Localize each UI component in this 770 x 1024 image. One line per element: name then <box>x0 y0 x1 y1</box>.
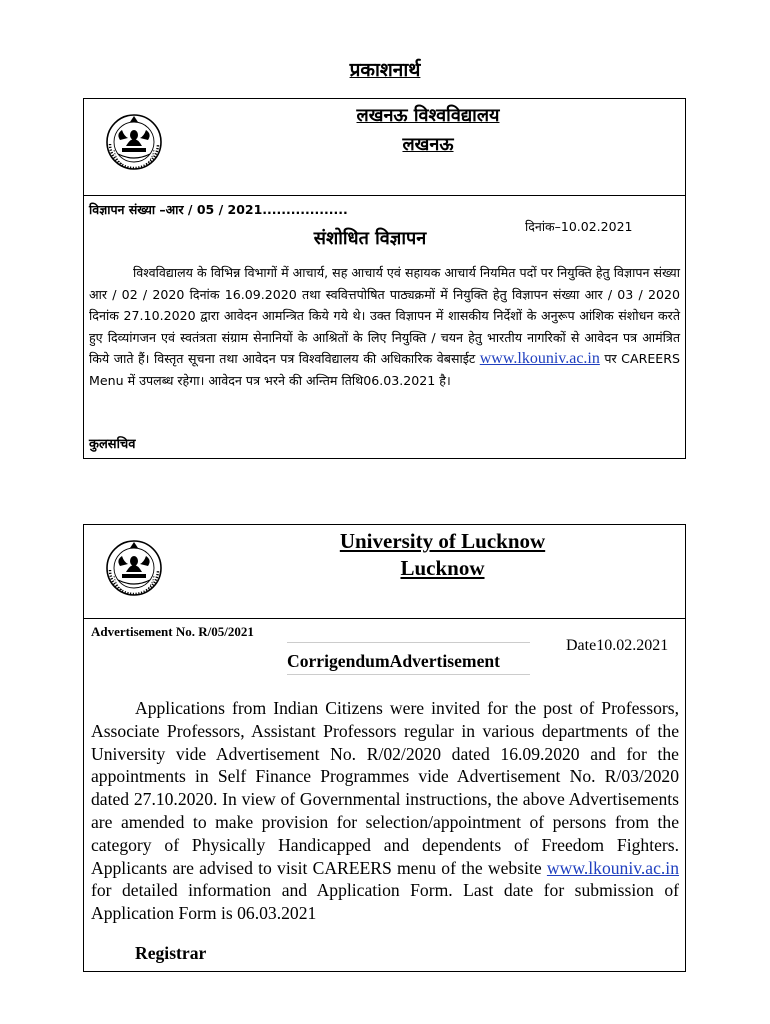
english-city-name: Lucknow <box>400 556 485 580</box>
english-body-text-end: for detailed information and Application Form. Last date for submission of Application Form is 06.03.2021 <box>91 880 679 924</box>
title-rule-top <box>287 642 530 643</box>
english-website-link[interactable]: www.lkouniv.ac.in <box>546 857 679 878</box>
university-seal-icon <box>104 110 164 174</box>
title-rule-bottom <box>287 674 530 675</box>
hindi-corrigendum-title: संशोधित विज्ञापन <box>313 228 427 249</box>
university-seal-icon-english <box>104 536 164 600</box>
english-date: Date10.02.2021 <box>566 637 669 654</box>
english-corrigendum-title: CorrigendumAdvertisement <box>287 651 501 671</box>
hindi-signatory: कुलसचिव <box>89 437 136 452</box>
hindi-university-name: लखनऊ विश्वविद्यालय <box>356 105 500 126</box>
publication-header: प्रकाशनार्थ <box>349 59 421 81</box>
english-body-paragraph <box>91 697 679 925</box>
english-signatory: Registrar <box>135 943 207 963</box>
hindi-website-link[interactable]: www.lkouniv.ac.in <box>479 350 600 367</box>
english-body-text: Applications from Indian Citizens were invited for the post of Professors, Associate Professors, Assistant Professors regular in various departments of the University vide Advertisement No. R/02/2020 dated 16.09.2020 and for the appointments in Self Finance Programmes vide Advertisement No. R/03/2020 dated 27.10.2020. In view of Governmental instructions, the above Advertisements are amended to make provision for selection/appointment of persons from the category of Physically Handicapped and dependents of Freedom Fighters. Applicants are advised to visit CAREERS menu of the website <box>91 698 679 878</box>
hindi-header-divider <box>83 195 686 196</box>
hindi-date: दिनांक–10.02.2021 <box>525 219 633 234</box>
hindi-city-name: लखनऊ <box>402 134 454 155</box>
hindi-body-text-end: पर CAREERS Menu में उपलब्ध रहेगा। आवेदन पत्र भरने की अन्तिम तिथि06.03.2021 है। <box>89 351 680 388</box>
english-header-divider <box>83 618 686 619</box>
english-advt-number: Advertisement No. R/05/2021 <box>91 624 254 639</box>
hindi-advt-number: विज्ञापन संख्या –आर / 05 / 2021.................. <box>89 202 348 217</box>
hindi-body-paragraph <box>89 262 680 391</box>
english-university-name: University of Lucknow <box>339 529 546 553</box>
hindi-body-text: विश्वविद्यालय के विभिन्न विभागों में आचार्य, सह आचार्य एवं सहायक आचार्य नियमित पदों पर नियुक्ति हेतु विज्ञापन संख्या आर / 02 / 2020 दिनांक 16.09.2020 तथा स्ववित्तपोषित पाठ्यक्रमों में नियुक्ति हेतु विज्ञापन संख्या आर / 03 / 2020 दिनांक 27.10.2020 द्वारा आवेदन आमन्त्रित किये गये थे। उक्त विज्ञापन में शासकीय निर्देशों के अनुरूप आंशिक संशोधन करते हुए दिव्यांगजन एवं स्वतंत्रता संग्राम सेनानियों के आश्रितों के लिए नियुक्ति / चयन हेतु भारतीय नागरिकों से आवेदन पत्र आमंत्रित किये जाते हैं। विस्तृत सूचना तथा आवेदन पत्र विश्वविद्यालय की अधिकारिक वेबसाईट <box>89 265 680 366</box>
